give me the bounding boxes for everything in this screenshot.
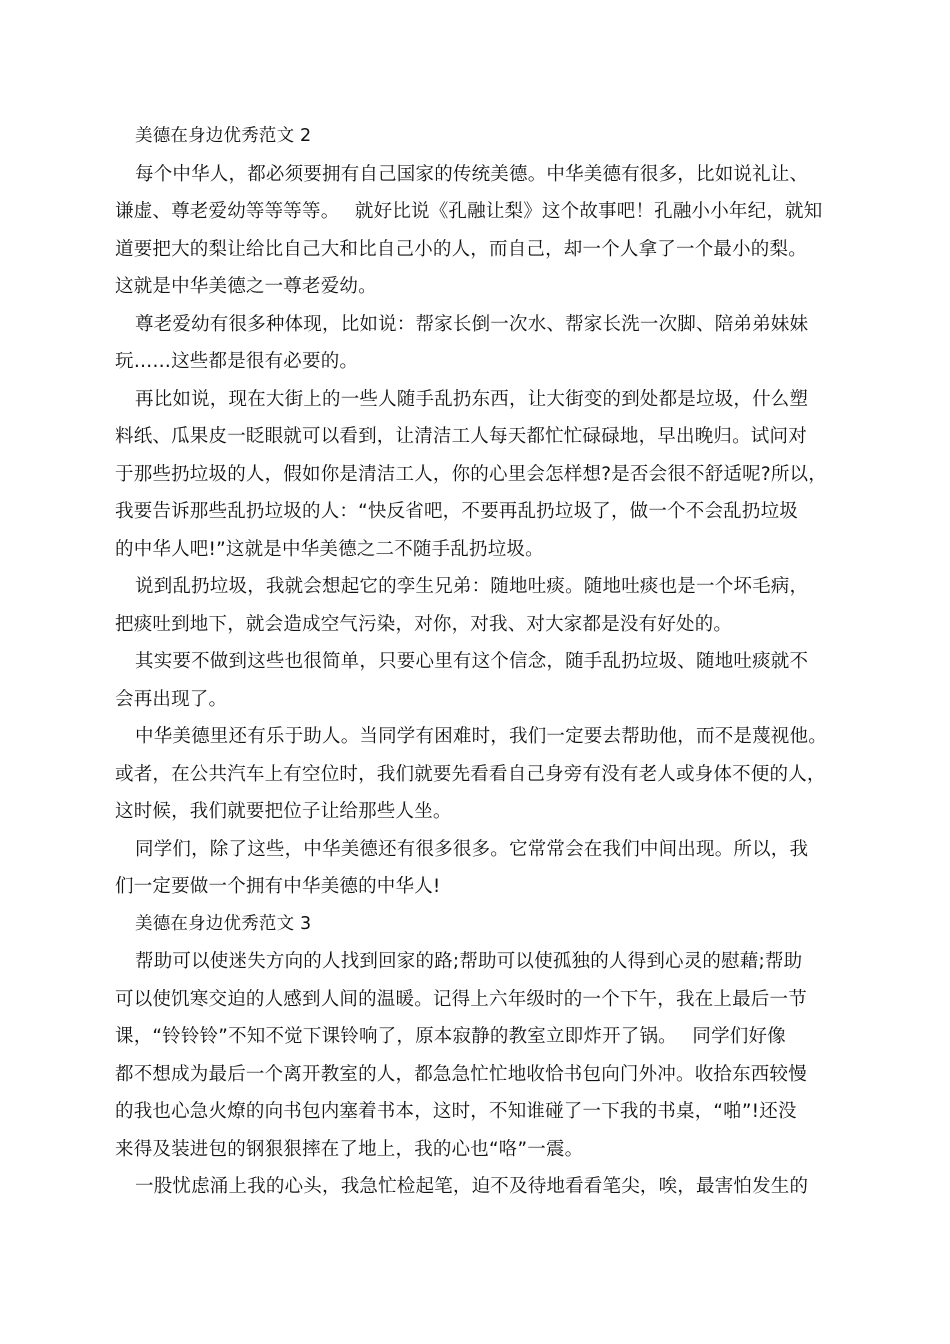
paragraph [115,943,850,1168]
paragraph-line: 把痰吐到地下，就会造成空气污染，对你，对我、对大家都是没有好处的。 [115,613,733,635]
paragraph-line: 我要告诉那些乱扔垃圾的人：“快反省吧，不要再乱扔垃圾了，做一个不会乱扔垃圾 [115,501,798,522]
paragraph-line: 道要把大的梨让给比自己大和比自己小的人，而自己，却一个人拿了一个最小的梨。 [115,238,807,260]
paragraph [115,156,850,306]
paragraph-line: 课，“铃铃铃”不知不觉下课铃响了，原本寂静的教室立即炸开了锅。 同学们好像 [115,1026,786,1047]
paragraph-line: 尊老爱幼有很多种体现，比如说：帮家长倒一次水、帮家长洗一次脚、陪弟弟妹妹 [135,313,809,335]
section [115,118,850,906]
section [115,906,850,1206]
paragraph-line: 帮助可以使迷失方向的人找到回家的路;帮助可以使孤独的人得到心灵的慰藉;帮助 [135,951,803,972]
paragraph-line: 或者，在公共汽车上有空位时，我们就要先看看自己身旁有没有老人或身体不便的人， [115,763,826,785]
paragraph-line: 同学们，除了这些，中华美德还有很多很多。它常常会在我们中间出现。所以，我 [135,838,809,860]
paragraph-line: 来得及装进包的钢狠狠摔在了地上，我的心也“咯”一震。 [115,1138,584,1160]
paragraph [115,643,850,718]
paragraph-line: 于那些扔垃圾的人，假如你是清洁工人，你的心里会怎样想?是否会很不舒适呢?所以， [115,463,827,485]
paragraph-line: 玩……这些都是很有必要的。 [115,351,359,372]
paragraph-line: 中华美德里还有乐于助人。当同学有困难时，我们一定要去帮助他，而不是蔑视他。 [135,726,827,747]
paragraph [115,381,850,569]
paragraph-line: 这就是中华美德之一尊老爱幼。 [115,276,377,297]
paragraph-line: 可以使饥寒交迫的人感到人间的温暖。记得上六年级时的一个下午，我在上最后一节 [115,988,807,1010]
section-heading: 美德在身边优秀范文 3 [135,913,312,934]
document-body [115,118,850,1206]
paragraph-line: 的我也心急火燎的向书包内塞着书本，这时，不知谁碰了一下我的书桌，“啪”!还没 [115,1101,797,1122]
paragraph-line: 其实要不做到这些也很简单，只要心里有这个信念，随手乱扔垃圾、随地吐痰就不 [135,651,809,672]
paragraph-line: 每个中华人，都必须要拥有自己国家的传统美德。中华美德有很多，比如说礼让、 [135,163,809,185]
paragraph-line: 料纸、瓜果皮一眨眼就可以看到，让清洁工人每天都忙忙碌碌地，早出晚归。试问对 [115,426,807,447]
paragraph [115,831,850,906]
paragraph [115,306,850,381]
paragraph-line: 再比如说，现在大街上的一些人随手乱扔东西，让大街变的到处都是垃圾，什么塑 [135,388,809,410]
paragraph-line: 的中华人吧!”这就是中华美德之二不随手乱扔垃圾。 [115,538,544,560]
section-heading: 美德在身边优秀范文 2 [135,126,312,146]
paragraph [115,1168,850,1206]
paragraph-line: 们一定要做一个拥有中华美德的中华人! [115,876,441,897]
paragraph-line: 谦虚、尊老爱幼等等等等。 就好比说《孔融让梨》这个故事吧！孔融小小年纪，就知 [115,201,823,222]
paragraph-line: 都不想成为最后一个离开教室的人，都急急忙忙地收恰书包向门外冲。收拾东西较慢 [115,1063,807,1085]
paragraph-line: 会再出现了。 [115,688,228,710]
paragraph-line: 这时候，我们就要把位子让给那些人坐。 [115,801,452,822]
paragraph-line: 一股忧虑涌上我的心头，我急忙检起笔，迫不及待地看看笔尖，唉，最害怕发生的 [135,1176,809,1197]
paragraph-line: 说到乱扔垃圾，我就会想起它的孪生兄弟：随地吐痰。随地吐痰也是一个坏毛病， [135,576,809,597]
paragraph [115,718,850,831]
paragraph [115,568,850,643]
